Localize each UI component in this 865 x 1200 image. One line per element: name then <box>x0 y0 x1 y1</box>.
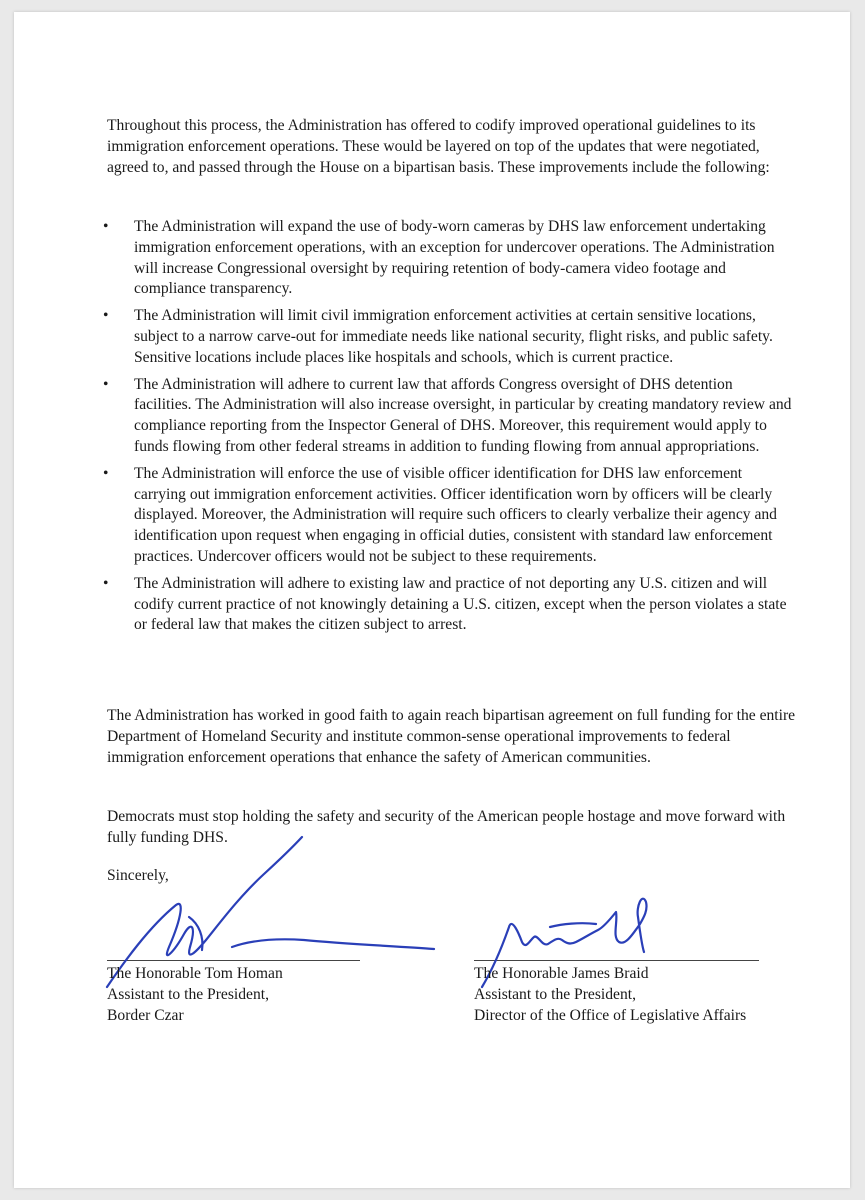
bullet-text: The Administration will enforce the use of visible officer identification for DHS law enforcement carrying out immigration enforcement activities. Officer identification worn by officers will be clearly displayed. Moreover, the Administration will require such officers to clearly verbalize their agency and identification upon request when engaging in official duties, consistent with standard law enforcement practices. Undercover officers would not be subject to these requirements. <box>134 464 777 565</box>
closing-salutation: Sincerely, <box>107 867 169 884</box>
bullet-icon: • <box>103 574 109 592</box>
signatory-right <box>474 964 746 1026</box>
bullet-text: The Administration will adhere to current law that affords Congress oversight of DHS detention facilities. The Administration will also increase oversight, in particular by creating mandatory review and compliance reporting from the Inspector General of DHS. Moreover, this requirement would apply to funds flowing from other federal streams in addition to funding flowing from annual appropriations. <box>134 375 792 455</box>
demand-paragraph: Democrats must stop holding the safety and security of the American people hostage and move forward with fully funding DHS. <box>107 808 786 846</box>
list-item <box>94 574 794 636</box>
signatory-right-title1: Assistant to the President, <box>474 985 636 1003</box>
bullet-icon: • <box>103 307 109 325</box>
signatory-right-title2: Director of the Office of Legislative Affairs <box>474 1006 747 1024</box>
letter-page <box>14 12 850 1188</box>
bullet-text: The Administration will expand the use of body-worn cameras by DHS law enforcement undertaking immigration enforcement operations, with an exception for undercover operations. The Administration will increase Congressional oversight by requiring retention of body-camera video footage and compliance transparency. <box>134 218 775 298</box>
bullet-text: The Administration will limit civil immigration enforcement activities at certain sensitive locations, subject to a narrow carve-out for immediate needs like national security, flight risks, and public safety. Sensitive locations include places like hospitals and schools, which is current practice. <box>134 307 773 366</box>
list-item <box>94 306 794 368</box>
good-faith-paragraph: The Administration has worked in good faith to again reach bipartisan agreement on full funding for the entire Department of Homeland Security and institute common-sense operational improvements to federal immigration enforcement operations that enhance the safety of American communities. <box>107 707 796 766</box>
signatory-left-title1: Assistant to the President, <box>107 985 269 1003</box>
signatory-left-name: The Honorable Tom Homan <box>107 965 283 982</box>
bullet-icon: • <box>103 464 109 482</box>
list-item <box>94 464 794 568</box>
list-item <box>94 217 794 300</box>
signature-line-right <box>474 960 759 961</box>
bullet-text: The Administration will adhere to existing law and practice of not deporting any U.S. citizen and will codify current practice of not knowingly detaining a U.S. citizen, except when the person violates a state or federal law that makes the citizen subject to arrest. <box>134 574 787 634</box>
signatory-right-name: The Honorable James Braid <box>474 965 649 982</box>
improvements-list <box>94 217 794 642</box>
list-item <box>94 375 794 458</box>
intro-paragraph: Throughout this process, the Administration has offered to codify improved operational guidelines to its immigration enforcement operations. These would be layered on top of the updates that were negotiated, agreed to, and passed through the House on a bipartisan basis. These improvements include the following: <box>107 117 770 176</box>
signature-line-left <box>107 960 360 961</box>
signatory-left <box>107 964 283 1026</box>
bullet-icon: • <box>103 375 109 393</box>
bullet-icon: • <box>103 218 109 235</box>
signatory-left-title2: Border Czar <box>107 1006 184 1024</box>
